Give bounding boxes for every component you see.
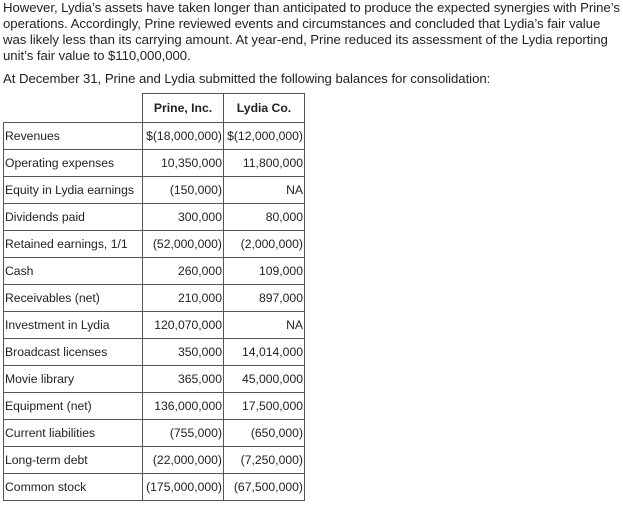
table-row <box>4 393 305 420</box>
prine-value: 350,000 <box>143 339 224 366</box>
prine-value: 136,000,000 <box>143 393 224 420</box>
table-row <box>4 447 305 474</box>
lydia-value: 897,000 <box>224 285 305 312</box>
header-lydia: Lydia Co. <box>224 94 305 123</box>
table-row <box>4 366 305 393</box>
header-prine: Prine, Inc. <box>143 94 224 123</box>
row-label: Current liabilities <box>4 420 143 447</box>
table-row <box>4 231 305 258</box>
lydia-value: 17,500,000 <box>224 393 305 420</box>
row-label: Long-term debt <box>4 447 143 474</box>
lydia-value: $(12,000,000) <box>224 123 305 150</box>
lydia-value: NA <box>224 177 305 204</box>
prine-value: 120,070,000 <box>143 312 224 339</box>
lydia-value: NA <box>224 312 305 339</box>
row-label: Retained earnings, 1/1 <box>4 231 143 258</box>
table-row <box>4 150 305 177</box>
table-row <box>4 204 305 231</box>
lydia-value: (650,000) <box>224 420 305 447</box>
table-row <box>4 177 305 204</box>
lydia-value: (2,000,000) <box>224 231 305 258</box>
prine-value: $(18,000,000) <box>143 123 224 150</box>
prine-value: 260,000 <box>143 258 224 285</box>
row-label: Movie library <box>4 366 143 393</box>
table-row <box>4 123 305 150</box>
row-label: Cash <box>4 258 143 285</box>
intro-text: At December 31, Prine and Lydia submitted the following balances for consolidation: <box>3 71 491 86</box>
table-row <box>4 258 305 285</box>
row-label: Investment in Lydia <box>4 312 143 339</box>
table-body <box>4 123 305 501</box>
prine-value: (150,000) <box>143 177 224 204</box>
lydia-value: 45,000,000 <box>224 366 305 393</box>
table-row <box>4 339 305 366</box>
prine-value: (755,000) <box>143 420 224 447</box>
prine-value: (22,000,000) <box>143 447 224 474</box>
prine-value: 210,000 <box>143 285 224 312</box>
prine-value: 300,000 <box>143 204 224 231</box>
prine-value: (52,000,000) <box>143 231 224 258</box>
balances-table <box>3 93 305 501</box>
row-label: Equipment (net) <box>4 393 143 420</box>
row-label: Common stock <box>4 474 143 501</box>
lydia-value: 14,014,000 <box>224 339 305 366</box>
lydia-value: (67,500,000) <box>224 474 305 501</box>
prine-value: 10,350,000 <box>143 150 224 177</box>
table-header-row <box>4 94 305 123</box>
row-label: Equity in Lydia earnings <box>4 177 143 204</box>
row-label: Receivables (net) <box>4 285 143 312</box>
header-blank-cell <box>4 94 143 123</box>
lydia-value: (7,250,000) <box>224 447 305 474</box>
row-label: Broadcast licenses <box>4 339 143 366</box>
lydia-value: 11,800,000 <box>224 150 305 177</box>
row-label: Revenues <box>4 123 143 150</box>
table-row <box>4 285 305 312</box>
table-row <box>4 474 305 501</box>
lydia-value: 109,000 <box>224 258 305 285</box>
lydia-value: 80,000 <box>224 204 305 231</box>
row-label: Dividends paid <box>4 204 143 231</box>
problem-paragraph: However, Lydia’s assets have taken longer than anticipated to produce the expected synergies with Prine’s operations. Accordingly, Prine reviewed events and circumstances and concluded that Lydia’s fair value was likely less than its carrying amount. At year-end, Prine reduced its assessment of the Lydia reporting unit’s fair value to $110,000,000. <box>3 0 620 63</box>
prine-value: 365,000 <box>143 366 224 393</box>
prine-value: (175,000,000) <box>143 474 224 501</box>
table-row <box>4 312 305 339</box>
row-label: Operating expenses <box>4 150 143 177</box>
table-row <box>4 420 305 447</box>
